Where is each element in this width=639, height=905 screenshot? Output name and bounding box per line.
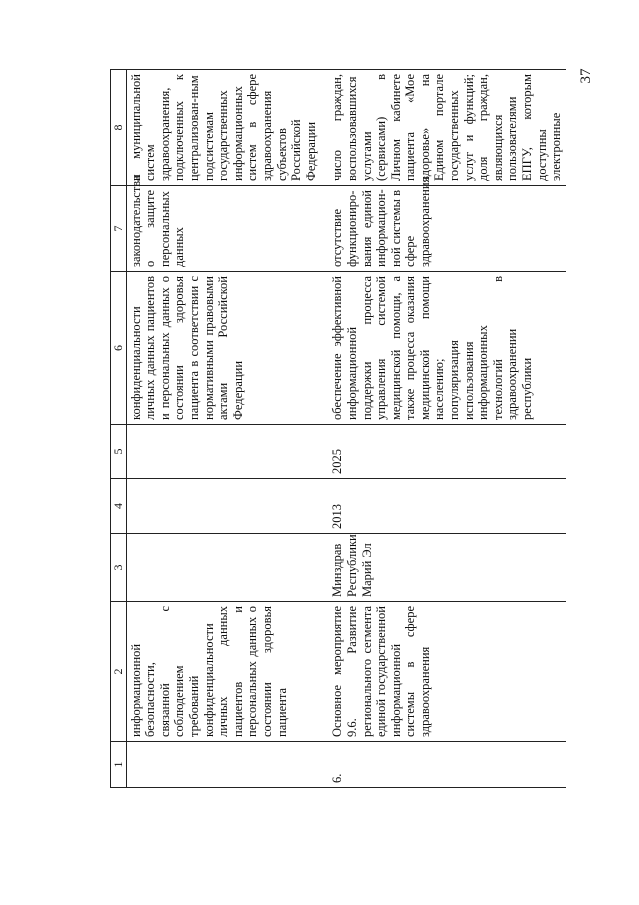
table-header-row <box>111 70 127 788</box>
header-col-1: 1 <box>111 742 127 788</box>
cell-indicators: число граждан, воспользовавшихся услугами (сервисами) в Личном кабинете пациента «Мое здоровье» на Едином портале государственных услуг и функций; доля граждан, являющихся пользователями ЕПГУ, которым доступны электронные <box>320 70 566 186</box>
table-row-continued <box>126 70 320 788</box>
page-number: 37 <box>578 68 594 84</box>
cell-number <box>126 742 320 788</box>
table-row-6 <box>320 70 566 788</box>
header-col-4: 4 <box>111 479 127 534</box>
cell-start-year: 2013 <box>320 479 566 534</box>
cell-executor <box>126 534 320 602</box>
cell-indicators: и муниципальной систем здравоохранения, подключенных к централизован-ным подсистемам государственных информационных систем в сфере здравоохранения субъектов Российской Федерации <box>126 70 320 186</box>
rotated-table-wrapper <box>110 70 564 788</box>
cell-measure-name: Основное мероприятие 9.6. Развитие регионального сегмента единой государственной информационной системы в сфере здравоохранения <box>320 602 566 742</box>
cell-expected-result: обеспечение эффективной информационной поддержки процесса управления системой медицинской помощи, а также процесса оказания медицинской помощи населению; популяризация использования информационных технологий в здравоохранении республики <box>320 272 566 425</box>
cell-number: 6. <box>320 742 566 788</box>
cell-consequences: отсутствие функциониро-вания единой информацион-ной системы в сфере здравоохранения <box>320 186 566 272</box>
header-col-8: 8 <box>111 70 127 186</box>
cell-start-year <box>126 479 320 534</box>
header-col-5: 5 <box>111 425 127 479</box>
header-col-6: 6 <box>111 272 127 425</box>
cell-end-year: 2025 <box>320 425 566 479</box>
program-measures-table <box>110 69 566 788</box>
cell-measure-name: информационной безопасности, связанной с соблюдением требований конфиденциальности личных данных пациентов и персональных данных о состоянии здоровья пациента <box>126 602 320 742</box>
header-col-7: 7 <box>111 186 127 272</box>
cell-expected-result: конфиденциальности личных данных пациентов и персональных данных о состоянии здоровья пациента в соответствии с нормативными правовыми актами Российской Федерации <box>126 272 320 425</box>
cell-end-year <box>126 425 320 479</box>
cell-executor: Минздрав Республики Марий Эл <box>320 534 566 602</box>
header-col-2: 2 <box>111 602 127 742</box>
cell-consequences: законодательства о защите персональных данных <box>126 186 320 272</box>
header-col-3: 3 <box>111 534 127 602</box>
